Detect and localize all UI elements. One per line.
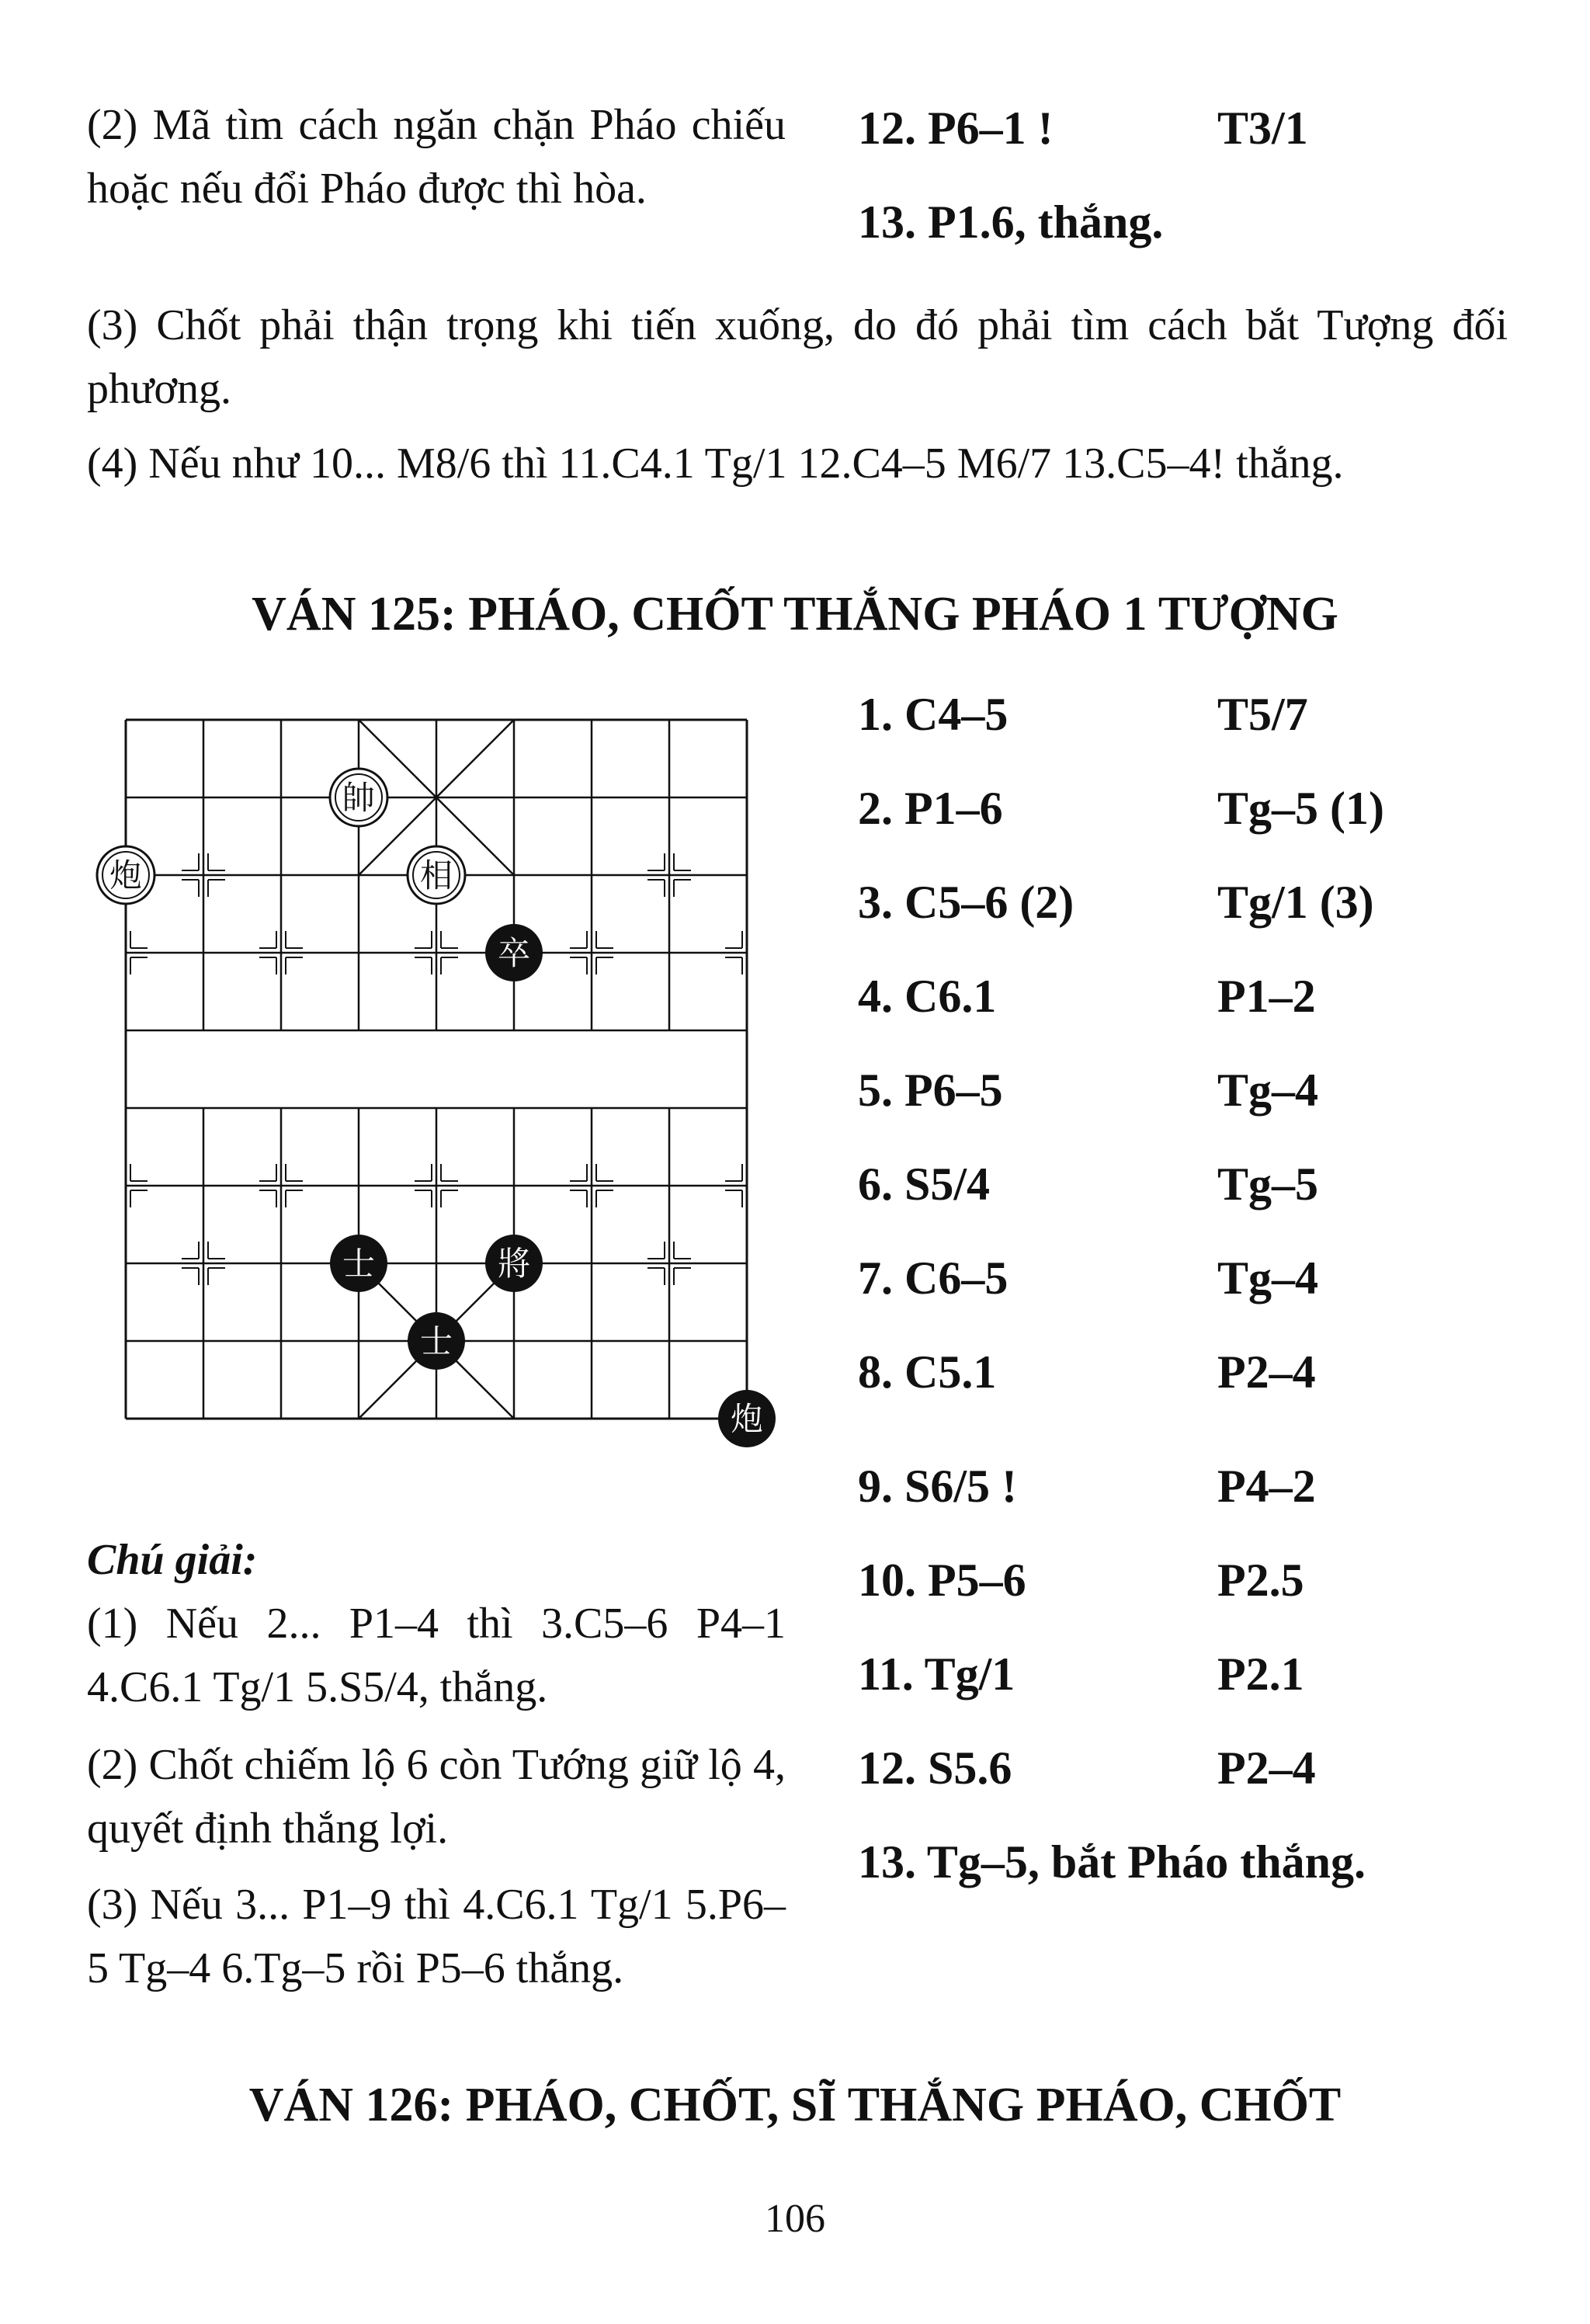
move-8-white: 8. C5.1 [858, 1346, 997, 1398]
black-king-piece: 將 [497, 1245, 531, 1283]
move-1-black: T5/7 [1217, 689, 1308, 740]
black-cannon-piece: 炮 [730, 1400, 764, 1438]
game-126-title: VÁN 126: PHÁO, CHỐT, SĨ THẮNG PHÁO, CHỐT [248, 2079, 1342, 2131]
prev-move-13-white: 13. P1.6, thắng. [858, 196, 1164, 248]
move-6-black: Tg–5 [1217, 1159, 1319, 1210]
black-advisor-piece-1: 士 [342, 1245, 376, 1283]
move-5-white: 5. P6–5 [858, 1065, 1003, 1116]
page-number: 106 [765, 2197, 825, 2241]
move-1-white: 1. C4–5 [858, 689, 1009, 740]
note-2: (2) Chốt chiếm lộ 6 còn Tướng giữ lộ 4, quyết định thắng lợi. [87, 1741, 786, 1853]
move-3-black: Tg/1 (3) [1217, 877, 1374, 928]
prev-note-2: (2) Mã tìm cách ngăn chặn Pháo chiếu hoặc nếu đổi Pháo được thì hòa. [87, 101, 786, 213]
move-3-white: 3. C5–6 (2) [858, 877, 1074, 928]
red-elephant-piece: 相 [419, 856, 453, 895]
black-advisor-piece-2: 士 [419, 1322, 453, 1360]
move-10-black: P2.5 [1217, 1555, 1304, 1606]
game-125-title: VÁN 125: PHÁO, CHỐT THẮNG PHÁO 1 TƯỢNG [252, 588, 1338, 641]
move-6-white: 6. S5/4 [858, 1159, 991, 1210]
move-4-white: 4. C6.1 [858, 971, 997, 1022]
red-king-piece: 帥 [342, 779, 376, 817]
move-4-black: P1–2 [1217, 971, 1316, 1022]
move-7-white: 7. C6–5 [858, 1252, 1009, 1304]
move-12-white: 12. S5.6 [858, 1742, 1012, 1794]
notes-heading: Chú giải: [87, 1536, 258, 1584]
move-2-white: 2. P1–6 [858, 783, 1003, 834]
move-5-black: Tg–4 [1217, 1065, 1319, 1116]
move-12-black: P2–4 [1217, 1742, 1316, 1794]
xiangqi-board-diagram [82, 695, 797, 1448]
note-1: (1) Nếu 2... P1–4 thì 3.C5–6 P4–1 4.C6.1 Tg/1 5.S5/4, thắng. [87, 1600, 786, 1711]
move-11-white: 11. Tg/1 [858, 1648, 1015, 1700]
move-10-white: 10. P5–6 [858, 1555, 1026, 1606]
move-9-white: 9. S6/5 ! [858, 1461, 1018, 1512]
move-7-black: Tg–4 [1217, 1252, 1319, 1304]
move-8-black: P2–4 [1217, 1346, 1316, 1398]
move-2-black: Tg–5 (1) [1217, 783, 1384, 834]
note-3: (3) Nếu 3... P1–9 thì 4.C6.1 Tg/1 5.P6–5 Tg–4 6.Tg–5 rồi P5–6 thắng. [87, 1881, 786, 1992]
red-cannon-piece: 炮 [109, 856, 143, 895]
prev-note-3: (3) Chốt phải thận trọng khi tiến xuống, do đó phải tìm cách bắt Tượng đối phương. [87, 301, 1508, 413]
move-9-black: P4–2 [1217, 1461, 1316, 1512]
prev-move-12-white: 12. P6–1 ! [858, 102, 1054, 154]
move-11-black: P2.1 [1217, 1648, 1304, 1700]
move-13-white: 13. Tg–5, bắt Pháo thắng. [858, 1836, 1366, 1888]
black-pawn-piece: 卒 [497, 934, 531, 972]
prev-note-4: (4) Nếu như 10... M8/6 thì 11.C4.1 Tg/1 12.C4–5 M6/7 13.C5–4! thắng. [87, 439, 1344, 488]
prev-move-12-black: T3/1 [1217, 102, 1308, 154]
